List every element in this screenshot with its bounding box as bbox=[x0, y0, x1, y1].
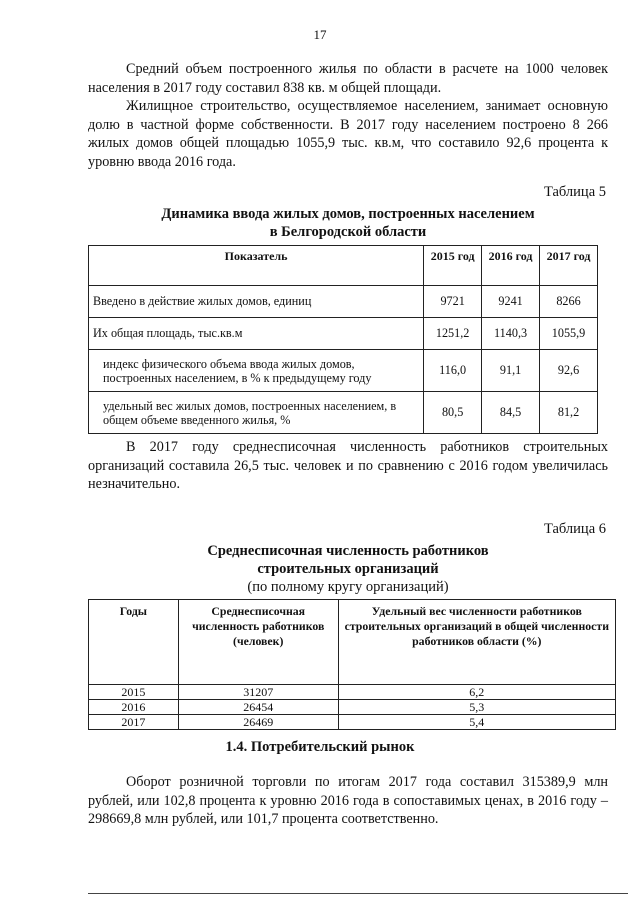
table5-title-line2: в Белгородской области bbox=[269, 224, 427, 240]
value-cell: 1251,2 bbox=[424, 318, 482, 350]
intro-text bbox=[88, 60, 608, 171]
value-cell: 8266 bbox=[540, 286, 598, 318]
table-row bbox=[89, 715, 616, 730]
value-cell: 9241 bbox=[482, 286, 540, 318]
share-cell: 5,4 bbox=[338, 715, 615, 730]
value-cell: 91,1 bbox=[482, 350, 540, 392]
year-cell: 2015 bbox=[89, 685, 179, 700]
share-cell: 6,2 bbox=[338, 685, 615, 700]
value-cell: 1140,3 bbox=[482, 318, 540, 350]
table-row bbox=[89, 318, 598, 350]
table5-label: Таблица 5 bbox=[543, 184, 606, 200]
row-label: удельный вес жилых домов, построенных населением, в общем объеме введенного жилья, % bbox=[89, 392, 424, 434]
table-header-cell: Показатель bbox=[89, 246, 424, 286]
page-number: 17 bbox=[313, 27, 327, 42]
table-row bbox=[89, 286, 598, 318]
table-header-row bbox=[89, 246, 598, 286]
table-header-cell: Годы bbox=[89, 600, 179, 685]
table-row bbox=[89, 700, 616, 715]
paragraph: В 2017 году среднесписочная численность работников строительных организаций составила 26,5 тыс. человек и по сравнению с 2016 годом увеличилась незначительно. bbox=[88, 439, 608, 492]
row-label: Их общая площадь, тыс.кв.м bbox=[89, 318, 424, 350]
table-header-row bbox=[89, 600, 616, 685]
table-header-cell: 2015 год bbox=[424, 246, 482, 286]
value-cell: 84,5 bbox=[482, 392, 540, 434]
table6-title-line2: строительных организаций bbox=[257, 561, 439, 577]
table6-title-line1: Среднесписочная численность работников bbox=[207, 543, 489, 559]
table-header-cell: 2017 год bbox=[540, 246, 598, 286]
table6-title bbox=[88, 542, 608, 596]
year-cell: 2017 bbox=[89, 715, 179, 730]
paragraph: Средний объем построенного жилья по области в расчете на 1000 человек населения в 2017 году составил 838 кв. м общей площади. bbox=[88, 61, 608, 96]
row-label: индекс физического объема ввода жилых домов, построенных населением, в % к предыдущему году bbox=[89, 350, 424, 392]
table6-title-line3: (по полному кругу организаций) bbox=[247, 579, 449, 595]
row-label: Введено в действие жилых домов, единиц bbox=[89, 286, 424, 318]
table-header-cell: Удельный вес численности работников строительных организаций в общей численности работников области (%) bbox=[338, 600, 615, 685]
share-cell: 5,3 bbox=[338, 700, 615, 715]
section-heading: 1.4. Потребительский рынок bbox=[225, 739, 415, 755]
value-cell: 9721 bbox=[424, 286, 482, 318]
table5-title-line1: Динамика ввода жилых домов, построенных населением bbox=[161, 206, 535, 222]
bottom-text bbox=[88, 773, 608, 829]
table5 bbox=[88, 245, 598, 434]
table-row bbox=[89, 350, 598, 392]
count-cell: 26454 bbox=[178, 700, 338, 715]
value-cell: 116,0 bbox=[424, 350, 482, 392]
value-cell: 1055,9 bbox=[540, 318, 598, 350]
value-cell: 92,6 bbox=[540, 350, 598, 392]
paragraph: Жилищное строительство, осуществляемое населением, занимает основную долю в частной форме собственности. В 2017 году населением построено 8 266 жилых домов общей площадью 1055,9 тыс. кв.м, что составило 92,6 процента к уровню ввода 2016 года. bbox=[88, 98, 608, 170]
count-cell: 31207 bbox=[178, 685, 338, 700]
table5-title bbox=[88, 205, 608, 241]
paragraph: Оборот розничной торговли по итогам 2017 года составил 315389,9 млн рублей, или 102,8 процента к уровню 2016 года в сопоставимых ценах, в 2016 году – 298669,8 млн рублей, или 101,7 процента соответственно. bbox=[88, 774, 608, 827]
table-header-cell: Среднесписочная численность работников (человек) bbox=[178, 600, 338, 685]
table6-label: Таблица 6 bbox=[543, 521, 606, 537]
table6 bbox=[88, 599, 616, 730]
value-cell: 80,5 bbox=[424, 392, 482, 434]
page-bottom-line bbox=[88, 893, 628, 894]
table-row bbox=[89, 392, 598, 434]
table-header-cell: 2016 год bbox=[482, 246, 540, 286]
value-cell: 81,2 bbox=[540, 392, 598, 434]
table-row bbox=[89, 685, 616, 700]
count-cell: 26469 bbox=[178, 715, 338, 730]
year-cell: 2016 bbox=[89, 700, 179, 715]
middle-text bbox=[88, 438, 608, 494]
